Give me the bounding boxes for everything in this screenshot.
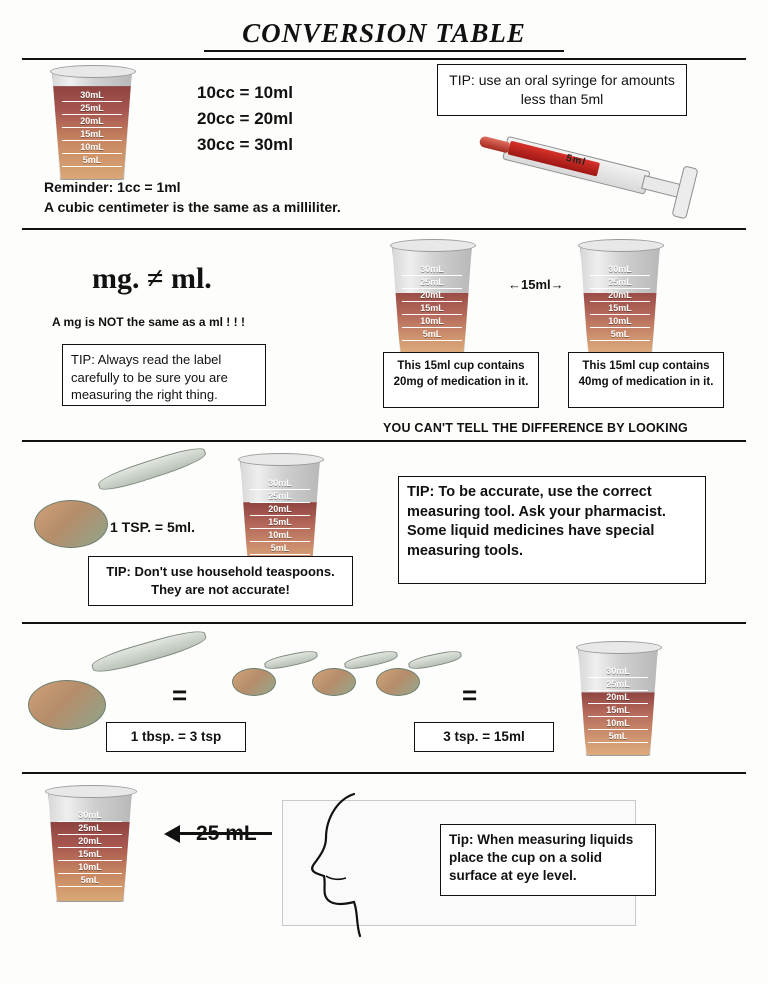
page-title: CONVERSION TABLE — [242, 18, 526, 48]
spoon-handle — [96, 443, 208, 495]
teaspoon-icon-1 — [228, 648, 308, 696]
caption-cup-40mg: This 15ml cup contains 40mg of medication in it. — [568, 352, 724, 408]
spoon-bowl — [376, 668, 420, 696]
divider-4 — [22, 772, 746, 774]
spoon-bowl — [28, 680, 106, 730]
equals-sign-1: = — [172, 680, 188, 710]
title-underline — [204, 50, 564, 52]
fifteen-ml-arrow-label: ←15ml→ — [508, 277, 564, 292]
conversion-10cc: 10cc = 10ml — [197, 83, 293, 102]
tip-use-correct-tool: TIP: To be accurate, use the correct measuring tool. Ask your pharmacist. Some liquid medicines have special measuring tools. — [398, 476, 706, 584]
label-3tsp-equals-15ml: 3 tsp. = 15ml — [414, 722, 554, 752]
teaspoon-icon-3 — [372, 648, 452, 696]
reminder-line-1: Reminder: 1cc = 1ml — [44, 179, 181, 195]
syringe-tip — [479, 135, 511, 153]
spoon-bowl — [312, 668, 356, 696]
divider-top — [22, 58, 746, 60]
tip-no-household-teaspoons: TIP: Don't use household teaspoons. They are not accurate! — [88, 556, 353, 606]
cup-measurement-marks: 30mL 25mL 20mL 15mL 10mL 5mL — [580, 244, 660, 354]
tip-read-label: TIP: Always read the label carefully to be sure you are measuring the right thing. — [62, 344, 266, 406]
measuring-cup-40mg — [580, 244, 660, 354]
label-1tbsp-equals-3tsp: 1 tbsp. = 3 tsp — [106, 722, 246, 752]
spoon-handle — [90, 626, 209, 677]
caption-cup-20mg: This 15ml cup contains 20mg of medication in it. — [383, 352, 539, 408]
eye-level-arrow-head — [164, 823, 180, 845]
measuring-cup-section4 — [578, 646, 658, 756]
tip-oral-syringe: TIP: use an oral syringe for amounts less than 5ml — [437, 64, 687, 116]
spoon-bowl — [232, 668, 276, 696]
cant-tell-difference-note: YOU CAN'T TELL THE DIFFERENCE BY LOOKING — [383, 421, 688, 435]
spoon-handle — [407, 649, 462, 672]
conversion-30cc: 30cc = 30ml — [197, 135, 293, 154]
oral-syringe-icon — [467, 107, 708, 233]
measuring-cup-section1 — [52, 70, 132, 180]
conversion-20cc: 20cc = 20ml — [197, 109, 293, 128]
divider-3 — [22, 622, 746, 624]
spoon-bowl — [34, 500, 108, 548]
divider-2 — [22, 440, 746, 442]
measuring-cup-section5 — [48, 790, 132, 902]
teaspoon-large-icon — [22, 452, 207, 552]
syringe-scale-label: 5ml — [564, 152, 588, 169]
reminder-line-2: A cubic centimeter is the same as a milliliter. — [44, 199, 341, 215]
one-tsp-equals-label: 1 TSP. = 5ml. — [110, 519, 195, 535]
cup-measurement-marks: 30mL 25mL 20mL 15mL 10mL 5mL — [48, 790, 132, 902]
cup-measurement-marks: 30mL 25mL 20mL 15mL 10mL 5mL — [52, 70, 132, 180]
tip-eye-level: Tip: When measuring liquids place the cup on a solid surface at eye level. — [440, 824, 656, 896]
equals-sign-2: = — [462, 680, 478, 710]
cup-measurement-marks: 30mL 25mL 20mL 15mL 10mL 5mL — [240, 458, 320, 568]
mg-not-ml-headline: mg. ≠ ml. — [92, 262, 212, 295]
measuring-cup-section3 — [240, 458, 320, 568]
cup-measurement-marks: 30mL 25mL 20mL 15mL 10mL 5mL — [578, 646, 658, 756]
measuring-cup-20mg — [392, 244, 472, 354]
amount-25ml-label: 25 mL — [196, 822, 257, 845]
cup-measurement-marks: 30mL 25mL 20mL 15mL 10mL 5mL — [392, 244, 472, 354]
face-profile-icon — [296, 790, 416, 940]
divider-1 — [22, 228, 746, 230]
mg-not-ml-subhead: A mg is NOT the same as a ml ! ! ! — [52, 315, 245, 329]
